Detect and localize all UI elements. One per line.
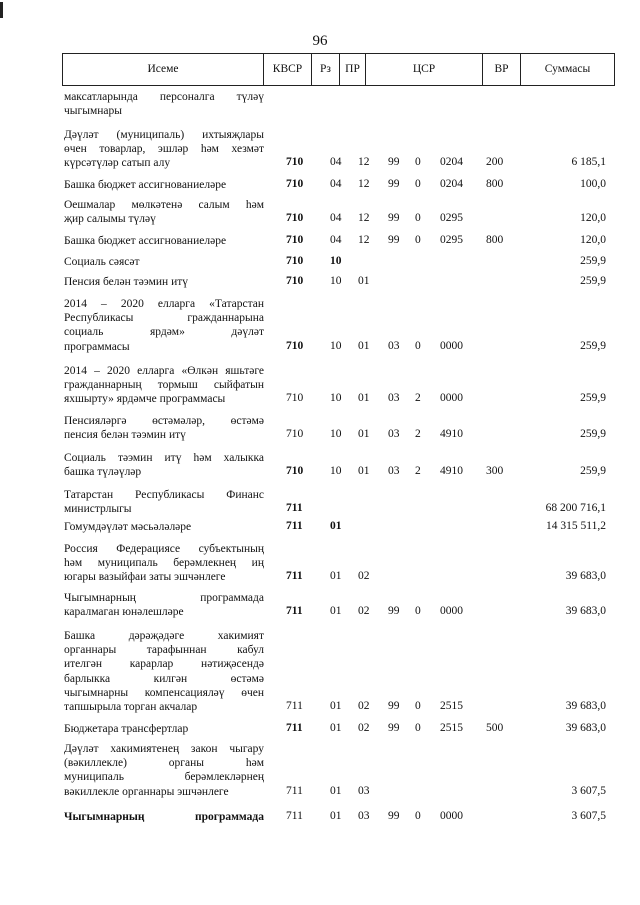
row-kvsr: 710 (286, 275, 304, 287)
row-rz: 01 (330, 605, 342, 618)
row-name-line: максатларында персоналга түләү (64, 91, 264, 103)
row-name-line: Чыгымнарның программада (64, 811, 264, 823)
row-rz: 10 (330, 339, 342, 352)
row-sum: 259,9 (580, 465, 606, 478)
row-name-line: һәм муниципаль берәмлекнең иң (64, 557, 264, 570)
row-sum: 259,9 (580, 275, 606, 287)
row-csr-program: 99 (388, 810, 400, 822)
row-csr-program: 99 (388, 156, 400, 169)
row-csr-subprogram: 2 (415, 428, 421, 441)
page-number: 96 (312, 33, 328, 49)
row-name-line: җир салымы түләү (64, 213, 156, 226)
row-csr-program: 99 (388, 722, 400, 734)
row-csr-program: 99 (388, 212, 400, 225)
row-name-line: Республикасы гражданнарына (64, 312, 264, 325)
header-sum: Суммасы (544, 63, 591, 75)
row-csr-subprogram: 0 (415, 234, 421, 246)
row-name-line: Оешмалар мөлкәтенә салым һәм (64, 199, 264, 211)
scan-edge-mark (0, 2, 3, 18)
row-name-line: Башка дәрәҗәдәге хакимият (64, 630, 264, 642)
row-name-line: Татарстан Республикасы Финанс (64, 489, 264, 501)
row-rz: 10 (330, 275, 342, 287)
row-sum: 100,0 (580, 178, 606, 190)
row-name (64, 722, 264, 736)
row-rz: 04 (330, 212, 342, 225)
row-name-line: гражданнарның тормыш сыйфатын (64, 379, 264, 392)
row-csr-code: 0295 (440, 234, 463, 246)
row-sum: 120,0 (580, 212, 606, 225)
row-csr-code: 0204 (440, 178, 463, 190)
row-rz: 01 (330, 520, 342, 532)
row-pr: 02 (358, 722, 370, 734)
row-sum: 259,9 (580, 392, 606, 405)
row-vr: 200 (486, 156, 504, 169)
row-name (64, 128, 264, 171)
row-kvsr: 710 (286, 212, 304, 225)
row-kvsr: 711 (286, 605, 303, 618)
row-name (64, 520, 264, 534)
row-rz: 01 (330, 810, 342, 822)
row-rz: 04 (330, 234, 342, 246)
row-csr-program: 99 (388, 605, 400, 618)
row-pr: 03 (358, 784, 370, 797)
row-rz: 01 (330, 570, 342, 583)
row-name-line: Пенсия белән тәэмин итү (64, 276, 189, 288)
row-pr: 02 (358, 570, 370, 583)
row-name-line: барлыкка килгән өстәмә (64, 672, 264, 685)
row-name-line: Социаль тәэмин итү һәм халыкка (64, 452, 264, 464)
row-name-line: Гомумдәүләт мәсьәләләре (64, 521, 192, 533)
row-sum: 14 315 511,2 (546, 520, 606, 532)
row-name (64, 414, 264, 442)
table-header (62, 53, 615, 86)
row-pr: 01 (358, 275, 370, 287)
row-pr: 12 (358, 234, 370, 246)
row-name-line: пенсия белән тәэмин итү (64, 429, 186, 442)
row-name (64, 742, 264, 799)
row-csr-code: 2515 (440, 722, 463, 734)
row-name-line: Пенсияләргә өстәмәләр, өстәмә (64, 415, 264, 427)
row-pr: 01 (358, 465, 370, 478)
row-rz: 10 (330, 428, 342, 441)
row-vr: 800 (486, 234, 504, 246)
row-name-line: чыгымнары (64, 105, 122, 118)
row-pr: 02 (358, 700, 370, 712)
row-name-line: Бюджетара трансфертлар (64, 723, 189, 735)
row-vr: 800 (486, 178, 504, 190)
row-name-line: өчен товарлар, эшләр һәм хезмәт (64, 143, 264, 156)
row-csr-code: 2515 (440, 700, 463, 712)
row-csr-code: 4910 (440, 428, 463, 441)
row-sum: 3 607,5 (571, 784, 606, 797)
row-csr-program: 03 (388, 465, 400, 478)
row-name (64, 488, 264, 516)
row-name-line: программасы (64, 340, 130, 353)
row-kvsr: 710 (286, 178, 304, 190)
row-pr: 01 (358, 392, 370, 405)
row-kvsr: 711 (286, 722, 303, 734)
row-name-line: Дәүләт (муниципаль) ихтыяҗлары (64, 129, 264, 141)
row-sum: 39 683,0 (565, 700, 606, 712)
row-name (64, 90, 264, 118)
row-sum: 120,0 (580, 234, 606, 246)
row-kvsr: 711 (286, 810, 303, 822)
row-rz: 10 (330, 255, 342, 267)
row-kvsr: 711 (286, 502, 303, 515)
row-name-line: башка түләүләр (64, 466, 142, 479)
row-csr-program: 03 (388, 339, 400, 352)
row-sum: 259,9 (580, 255, 606, 267)
header-rz: Рз (312, 54, 340, 85)
row-sum: 259,9 (580, 428, 606, 441)
header-pr: ПР (340, 54, 366, 85)
row-kvsr: 711 (286, 700, 303, 712)
row-pr: 02 (358, 605, 370, 618)
row-kvsr: 710 (286, 428, 304, 441)
row-name (64, 178, 264, 192)
row-rz: 04 (330, 178, 342, 190)
row-name-line: тапшырыла торган акчалар (64, 701, 198, 714)
row-csr-code: 4910 (440, 465, 463, 478)
row-vr: 300 (486, 465, 504, 478)
row-csr-code: 0204 (440, 156, 463, 169)
row-sum: 39 683,0 (565, 605, 606, 618)
row-kvsr: 710 (286, 156, 304, 169)
row-rz: 04 (330, 156, 342, 169)
row-name-line: ителгән карарлар нәтиҗәсендә (64, 658, 264, 671)
row-name (64, 810, 264, 824)
row-name (64, 364, 264, 407)
row-name-line: каралмаган юнәлешләре (64, 606, 184, 619)
row-csr-code: 0295 (440, 212, 463, 225)
row-sum: 6 185,1 (571, 156, 606, 169)
row-pr: 12 (358, 156, 370, 169)
row-csr-code: 0000 (440, 810, 463, 822)
row-kvsr: 711 (286, 520, 303, 532)
row-kvsr: 710 (286, 392, 304, 405)
row-name-line: органнары тарафыннан кабул (64, 644, 264, 657)
row-name-line: Россия Федерациясе субъектының (64, 543, 264, 555)
row-name-line: яхшырту» ярдәмче программасы (64, 393, 226, 406)
row-csr-subprogram: 2 (415, 392, 421, 405)
row-sum: 3 607,5 (571, 810, 606, 822)
row-name (64, 451, 264, 479)
row-csr-program: 03 (388, 392, 400, 405)
header-kvsr: КВСР (264, 54, 312, 85)
row-pr: 03 (358, 810, 370, 822)
row-csr-program: 99 (388, 178, 400, 190)
row-name-line: Башка бюджет ассигнованиеләре (64, 235, 227, 247)
row-csr-code: 0000 (440, 605, 463, 618)
header-vr: ВР (483, 54, 521, 85)
row-pr: 12 (358, 212, 370, 225)
row-name-line: социаль ярдәм» дәүләт (64, 326, 264, 339)
row-csr-subprogram: 0 (415, 700, 421, 712)
row-name-line: вәкиллекле органнары эшчәнлеге (64, 785, 229, 798)
header-csr: ЦСР (366, 54, 483, 85)
row-name-line: 2014 – 2020 елларга «Татарстан (64, 298, 264, 310)
row-rz: 01 (330, 784, 342, 797)
row-kvsr: 710 (286, 255, 304, 267)
row-name (64, 591, 264, 619)
row-name (64, 275, 264, 289)
row-csr-subprogram: 2 (415, 465, 421, 478)
row-name-line: муниципаль берәмлекләрнең (64, 771, 264, 784)
row-name-line: 2014 – 2020 елларга «Өлкән яшьтәге (64, 365, 264, 377)
row-sum: 68 200 716,1 (545, 502, 606, 515)
row-csr-subprogram: 0 (415, 722, 421, 734)
row-name (64, 255, 264, 269)
row-kvsr: 711 (286, 784, 303, 797)
row-csr-subprogram: 0 (415, 810, 421, 822)
row-sum: 39 683,0 (565, 570, 606, 583)
row-csr-program: 99 (388, 234, 400, 246)
row-name (64, 234, 264, 248)
row-name-line: чыгымнарны компенсацияләү өчен (64, 686, 264, 699)
row-csr-subprogram: 0 (415, 212, 421, 225)
row-kvsr: 710 (286, 339, 304, 352)
row-csr-program: 03 (388, 428, 400, 441)
row-rz: 01 (330, 700, 342, 712)
header-name: Исеме (63, 54, 264, 85)
row-rz: 10 (330, 392, 342, 405)
row-name-line: Дәүләт хакимиятенең закон чыгару (64, 743, 264, 755)
row-rz: 01 (330, 722, 342, 734)
row-name-line: (вәкиллекле) органы һәм (64, 757, 264, 770)
row-rz: 10 (330, 465, 342, 478)
row-name-line: Башка бюджет ассигнованиеләре (64, 179, 227, 191)
row-pr: 12 (358, 178, 370, 190)
row-pr: 01 (358, 339, 370, 352)
row-csr-code: 0000 (440, 392, 463, 405)
row-csr-subprogram: 0 (415, 178, 421, 190)
row-name-line: Чыгымнарның программада (64, 592, 264, 604)
row-vr: 500 (486, 722, 504, 734)
row-kvsr: 710 (286, 234, 304, 246)
row-name (64, 198, 264, 226)
row-name (64, 542, 264, 585)
row-csr-subprogram: 0 (415, 339, 421, 352)
row-name-line: күрсәтүләр сатып алу (64, 157, 171, 170)
row-name-line: Социаль сәясәт (64, 256, 140, 268)
row-csr-code: 0000 (440, 339, 463, 352)
row-name-line: министрлыгы (64, 503, 132, 516)
row-csr-subprogram: 0 (415, 156, 421, 169)
row-kvsr: 711 (286, 570, 303, 583)
row-pr: 01 (358, 428, 370, 441)
row-name-line: югары вазыйфаи заты эшчәнлеге (64, 571, 226, 584)
row-sum: 39 683,0 (565, 722, 606, 734)
row-sum: 259,9 (580, 339, 606, 352)
row-kvsr: 710 (286, 465, 304, 478)
row-csr-program: 99 (388, 700, 400, 712)
row-name (64, 629, 264, 714)
row-name (64, 297, 264, 354)
row-csr-subprogram: 0 (415, 605, 421, 618)
